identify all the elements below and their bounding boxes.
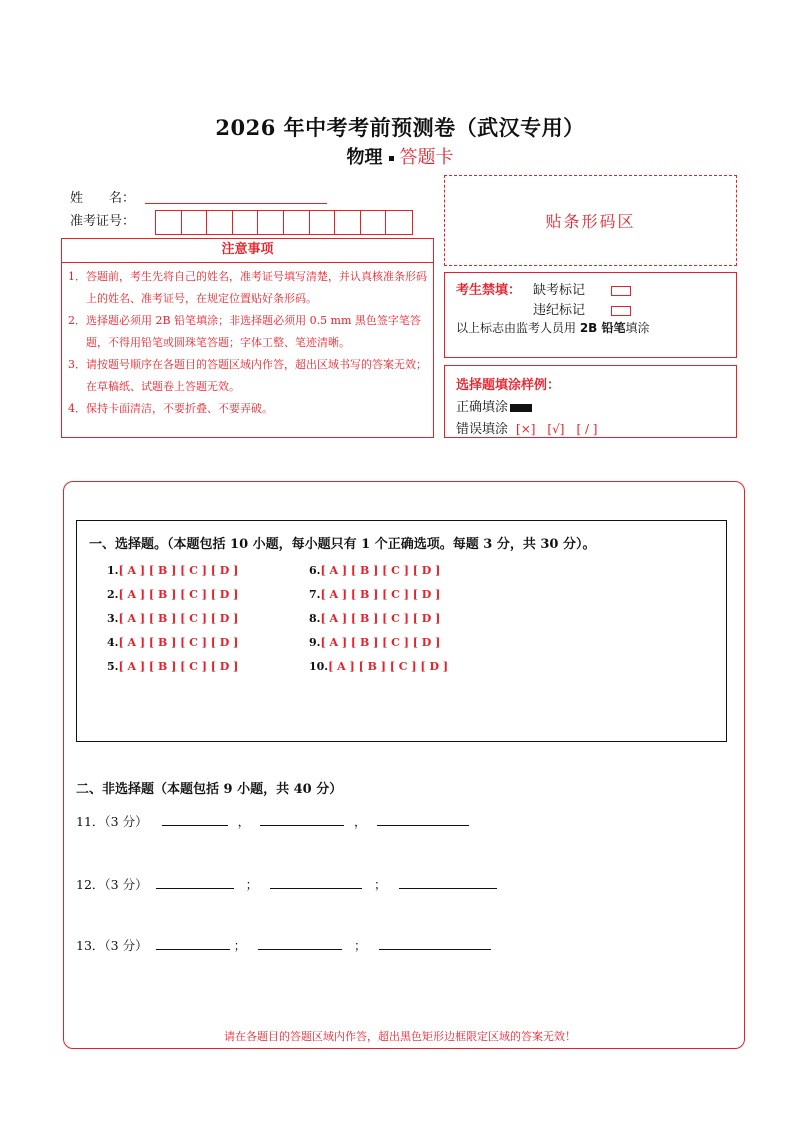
question-row[interactable]: 3.[ A ] [ B ] [ C ] [ D ] <box>107 612 239 625</box>
violation-mark-box[interactable] <box>611 306 631 316</box>
question-row[interactable]: 9.[ A ] [ B ] [ C ] [ D ] <box>309 636 441 649</box>
id-cell[interactable] <box>335 211 361 234</box>
name-field[interactable] <box>145 202 327 204</box>
id-cell[interactable] <box>284 211 310 234</box>
question-row[interactable]: 6.[ A ] [ B ] [ C ] [ D ] <box>309 564 441 577</box>
question-11: 11．（3 分） ， ， <box>76 812 469 830</box>
notice-list <box>68 266 430 420</box>
id-cell[interactable] <box>386 211 412 234</box>
filled-mark-icon <box>510 404 532 412</box>
answer-blank[interactable] <box>377 813 469 826</box>
correct-sample: 正确填涂 <box>456 396 532 415</box>
id-cell[interactable] <box>156 211 182 234</box>
mcq-heading: 一、选择题。（本题包括 10 小题，每小题只有 1 个正确选项。每题 3 分，共 30 分）。 <box>89 537 596 552</box>
barcode-area <box>444 175 737 266</box>
subject-label: 物理 <box>346 147 383 168</box>
question-row[interactable]: 8.[ A ] [ B ] [ C ] [ D ] <box>309 612 441 625</box>
question-row[interactable]: 2.[ A ] [ B ] [ C ] [ D ] <box>107 588 239 601</box>
id-cell[interactable] <box>233 211 259 234</box>
notice-item: 2．选择题必须用 2B 铅笔填涂；非选择题必须用 0.5 mm 黑色签字笔答题，不得用铅笔或圆珠笔答题；字体工整、笔迹清晰。 <box>68 314 421 349</box>
id-cell[interactable] <box>182 211 208 234</box>
id-number-grid[interactable] <box>155 210 413 235</box>
page-title: 2026 年中考考前预测卷（武汉专用） <box>215 115 585 140</box>
footer-warning: 请在各题目的答题区域内作答，超出黑色矩形边框限定区域的答案无效！ <box>224 1030 576 1043</box>
forbid-label: 考生禁填： <box>456 283 522 298</box>
question-row[interactable]: 4.[ A ] [ B ] [ C ] [ D ] <box>107 636 239 649</box>
id-cell[interactable] <box>310 211 336 234</box>
forbid-note: 以上标志由监考人员用 2B 铅笔填涂 <box>456 321 650 335</box>
answer-blank[interactable] <box>156 937 230 950</box>
question-12: 12．（3 分） ； ； <box>76 875 497 893</box>
answer-blank[interactable] <box>399 876 497 889</box>
notice-item: 3．请按题号顺序在各题目的答题区域内作答，超出区域书写的答案无效；在草稿纸、试题卷上答题无效。 <box>68 358 427 393</box>
answer-blank[interactable] <box>270 876 362 889</box>
id-label: 准考证号： <box>70 214 136 229</box>
wrong-marks: [×] [√] [ / ] <box>516 422 598 436</box>
notice-heading: 注意事项 <box>62 239 433 263</box>
fill-sample-box <box>444 365 737 438</box>
answer-blank[interactable] <box>156 876 234 889</box>
answer-blank[interactable] <box>260 813 344 826</box>
examiner-only-box <box>444 272 737 358</box>
id-cell[interactable] <box>361 211 387 234</box>
question-row[interactable]: 10.[ A ] [ B ] [ C ] [ D ] <box>309 660 449 673</box>
section2-heading: 二、非选择题（本题包括 9 小题，共 40 分） <box>76 782 343 797</box>
card-label: 答题卡 <box>399 147 454 168</box>
id-cell[interactable] <box>258 211 284 234</box>
question-13: 13．（3 分） ； ； <box>76 936 491 954</box>
absent-label: 缺考标记 <box>533 283 586 298</box>
answer-blank[interactable] <box>258 937 342 950</box>
violation-label: 违纪标记 <box>533 303 586 318</box>
question-row[interactable]: 1.[ A ] [ B ] [ C ] [ D ] <box>107 564 239 577</box>
question-row[interactable]: 7.[ A ] [ B ] [ C ] [ D ] <box>309 588 441 601</box>
multiple-choice-section <box>76 520 727 742</box>
answer-blank[interactable] <box>162 813 228 826</box>
wrong-sample: 错误填涂 [×] [√] [ / ] <box>456 422 598 437</box>
answer-blank[interactable] <box>379 937 491 950</box>
absent-mark-box[interactable] <box>611 286 631 296</box>
notice-item: 1．答题前，考生先将自己的姓名，准考证号填写清楚，并认真核准条形码上的姓名、准考证号，在规定位置贴好条形码。 <box>68 270 427 305</box>
separator-dot <box>389 156 394 161</box>
barcode-label: 贴条形码区 <box>545 212 636 231</box>
notice-item: 4．保持卡面清洁，不要折叠、不要弄破。 <box>68 402 273 415</box>
question-row[interactable]: 5.[ A ] [ B ] [ C ] [ D ] <box>107 660 239 673</box>
sample-label: 选择题填涂样例： <box>456 378 561 393</box>
notice-box <box>61 238 434 438</box>
id-cell[interactable] <box>207 211 233 234</box>
page-subtitle <box>0 143 800 169</box>
name-label: 姓 名： <box>70 191 136 206</box>
